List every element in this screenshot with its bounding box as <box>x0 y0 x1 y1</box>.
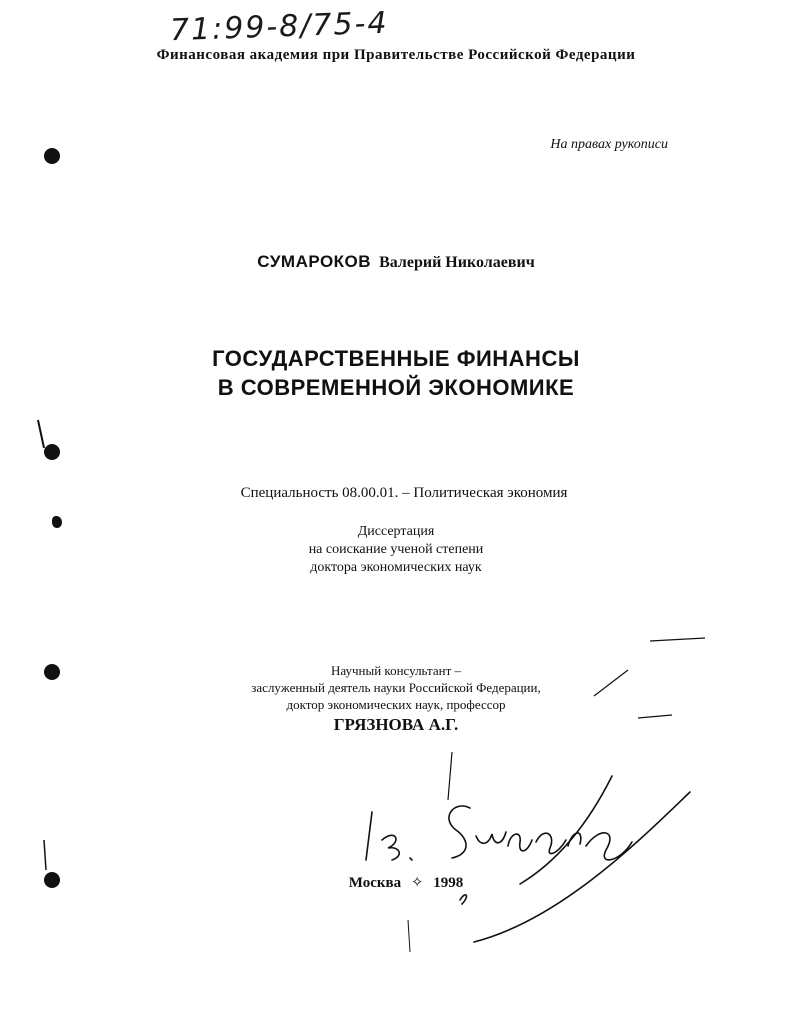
dissertation-line-2: на соискание ученой степени <box>308 542 484 557</box>
title-line-1: ГОСУДАРСТВЕННЫЕ ФИНАНСЫ <box>212 346 580 371</box>
handwritten-signature <box>366 776 690 942</box>
consultant-name: ГРЯЗНОВА А.Г. <box>333 715 459 734</box>
consultant-line-1: Научный консультант – <box>331 663 461 678</box>
dissertation-line-1: Диссертация <box>357 524 435 539</box>
consultant-line-3: доктор экономических наук, профессор <box>286 697 506 712</box>
city: Москва <box>348 875 402 891</box>
vertical-mark <box>448 752 452 800</box>
left-margin-mark <box>38 420 44 448</box>
author-given-names: Валерий Николаевич <box>379 254 535 271</box>
author-surname: СУМАРОКОВ <box>257 252 372 271</box>
dissertation-line-3: доктора экономических наук <box>310 560 482 575</box>
slash-mark <box>594 670 628 696</box>
dash-mark <box>638 715 672 718</box>
manuscript-note: На правах рукописи <box>550 137 668 152</box>
specialty-line: Специальность 08.00.01. – Политическая экономия <box>240 485 568 501</box>
vertical-mark <box>408 920 410 952</box>
dash-mark <box>650 638 705 641</box>
year: 1998 <box>433 875 464 891</box>
institution-name: Финансовая академия при Правительстве Российской Федерации <box>156 47 636 63</box>
consultant-line-2: заслуженный деятель науки Российской Федерации, <box>251 680 541 695</box>
handwritten-catalog-code: 71:99-8/75-4 <box>169 5 390 49</box>
left-margin-mark <box>44 840 46 870</box>
separator-star-icon: ✧ <box>410 875 424 891</box>
title-line-2: В СОВРЕМЕННОЙ ЭКОНОМИКЕ <box>217 375 575 400</box>
